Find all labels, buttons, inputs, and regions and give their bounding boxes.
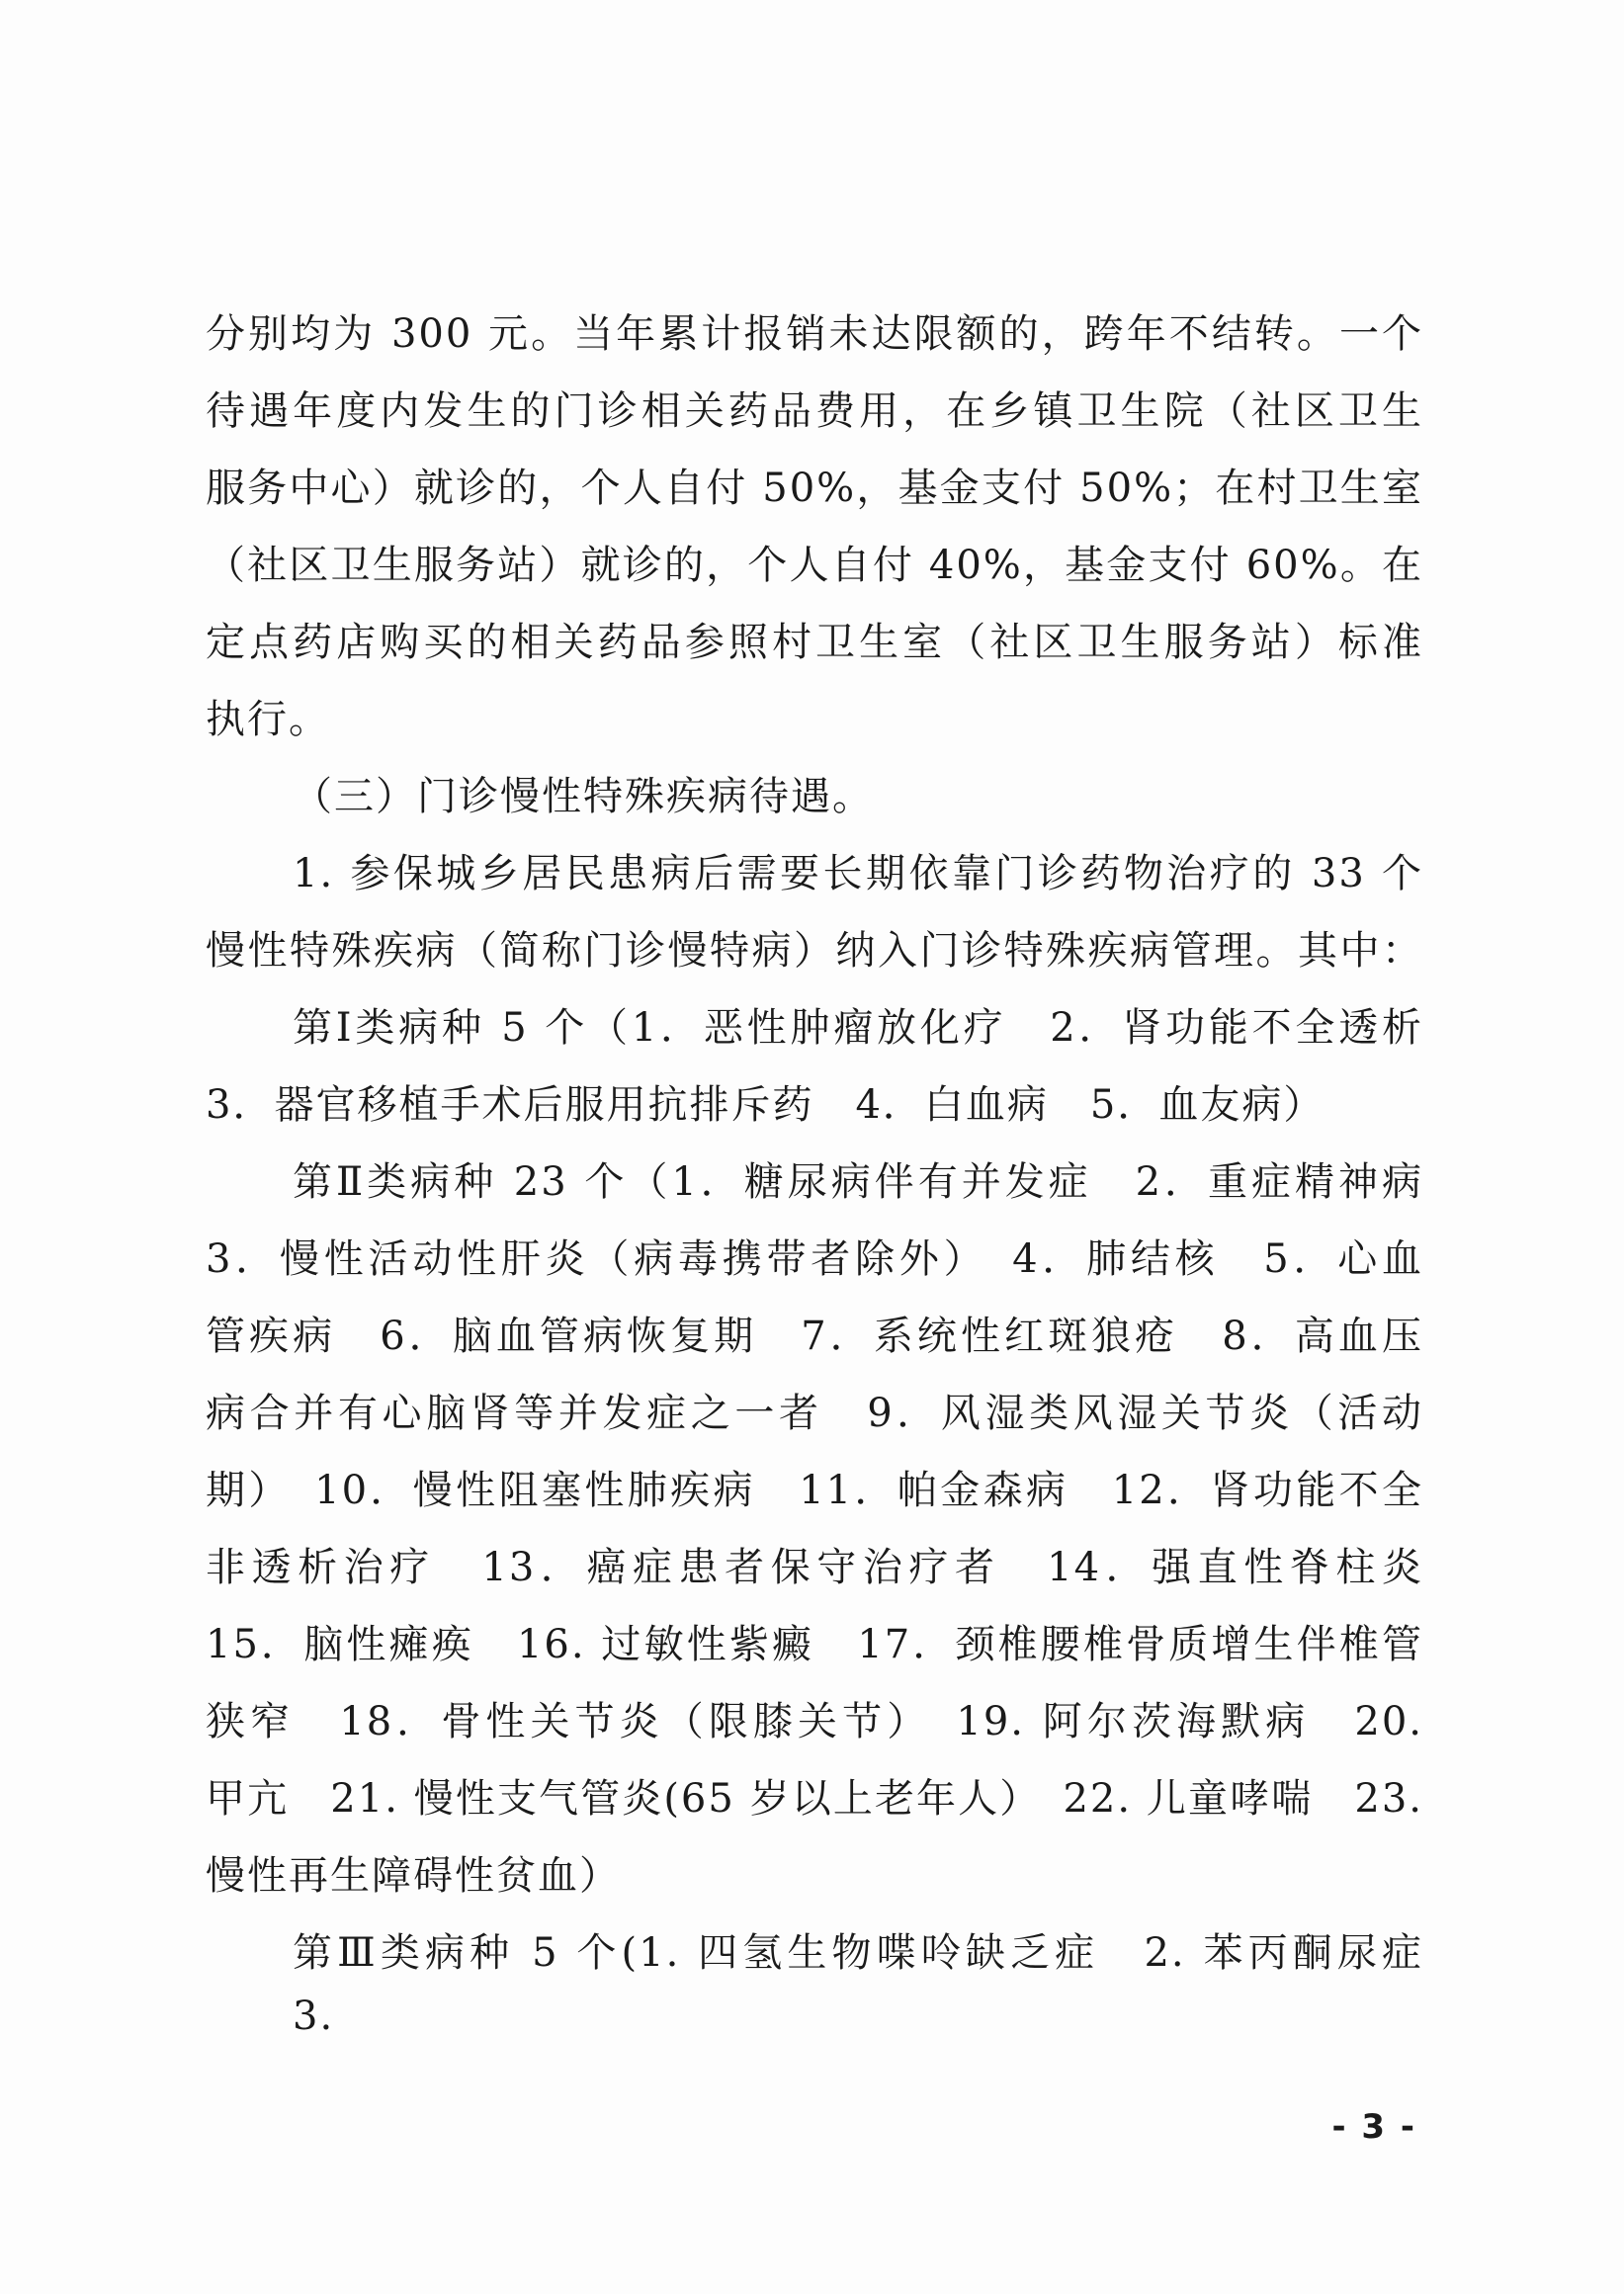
text-line: 非透析治疗 13．癌症患者保守治疗者 14．强直性脊柱炎 [206,1545,1423,1590]
category-2-heading: 第Ⅱ类病种 23 个（1．糖尿病伴有并发症 2．重症精神病 [293,1159,1423,1205]
category-3-heading: 第Ⅲ类病种 5 个(1. 四氢生物喋呤缺乏症 2. 苯丙酮尿症 3. [293,1930,1465,2039]
category-1-heading: 第Ⅰ类病种 5 个（1．恶性肿瘤放化疗 2．肾功能不全透析 [293,1005,1423,1051]
text-line: 狭窄 18．骨性关节炎（限膝关节） 19. 阿尔茨海默病 20. [206,1699,1423,1744]
text-line: 待遇年度内发生的门诊相关药品费用，在乡镇卫生院（社区卫生 [206,388,1423,434]
section-heading: （三）门诊慢性特殊疾病待遇。 [293,774,874,819]
text-line: 管疾病 6．脑血管病恢复期 7．系统性红斑狼疮 8．高血压 [206,1314,1423,1359]
text-line: 慢性特殊疾病（简称门诊慢特病）纳入门诊特殊疾病管理。其中： [206,928,1423,974]
text-line: 期） 10．慢性阻塞性肺疾病 11．帕金森病 12．肾功能不全 [206,1468,1423,1513]
text-line: 慢性再生障碍性贫血） [206,1853,621,1899]
paragraph-start: 1. 参保城乡居民患病后需要长期依靠门诊药物治疗的 33 个 [293,851,1423,896]
text-line: 3．慢性活动性肝炎（病毒携带者除外） 4．肺结核 5．心血 [206,1236,1423,1282]
text-line: 服务中心）就诊的，个人自付 50%，基金支付 50%；在村卫生室 [206,466,1423,511]
text-line: 甲亢 21. 慢性支气管炎(65 岁以上老年人） 22. 儿童哮喘 23. [206,1776,1423,1822]
text-line: 15．脑性瘫痪 16. 过敏性紫癜 17．颈椎腰椎骨质增生伴椎管 [206,1622,1423,1667]
text-line: 执行。 [206,697,330,742]
text-line: 分别均为 300 元。当年累计报销未达限额的，跨年不结转。一个 [206,311,1423,357]
text-line: 病合并有心脑肾等并发症之一者 9．风湿类风湿关节炎（活动 [206,1391,1423,1436]
page-number: - 3 - [1331,2107,1416,2147]
text-line: 定点药店购买的相关药品参照村卫生室（社区卫生服务站）标准 [206,620,1423,665]
text-line: 3．器官移植手术后服用抗排斥药 4．白血病 5．血友病） [206,1082,1325,1128]
text-line: （社区卫生服务站）就诊的，个人自付 40%，基金支付 60%。在 [206,543,1423,588]
